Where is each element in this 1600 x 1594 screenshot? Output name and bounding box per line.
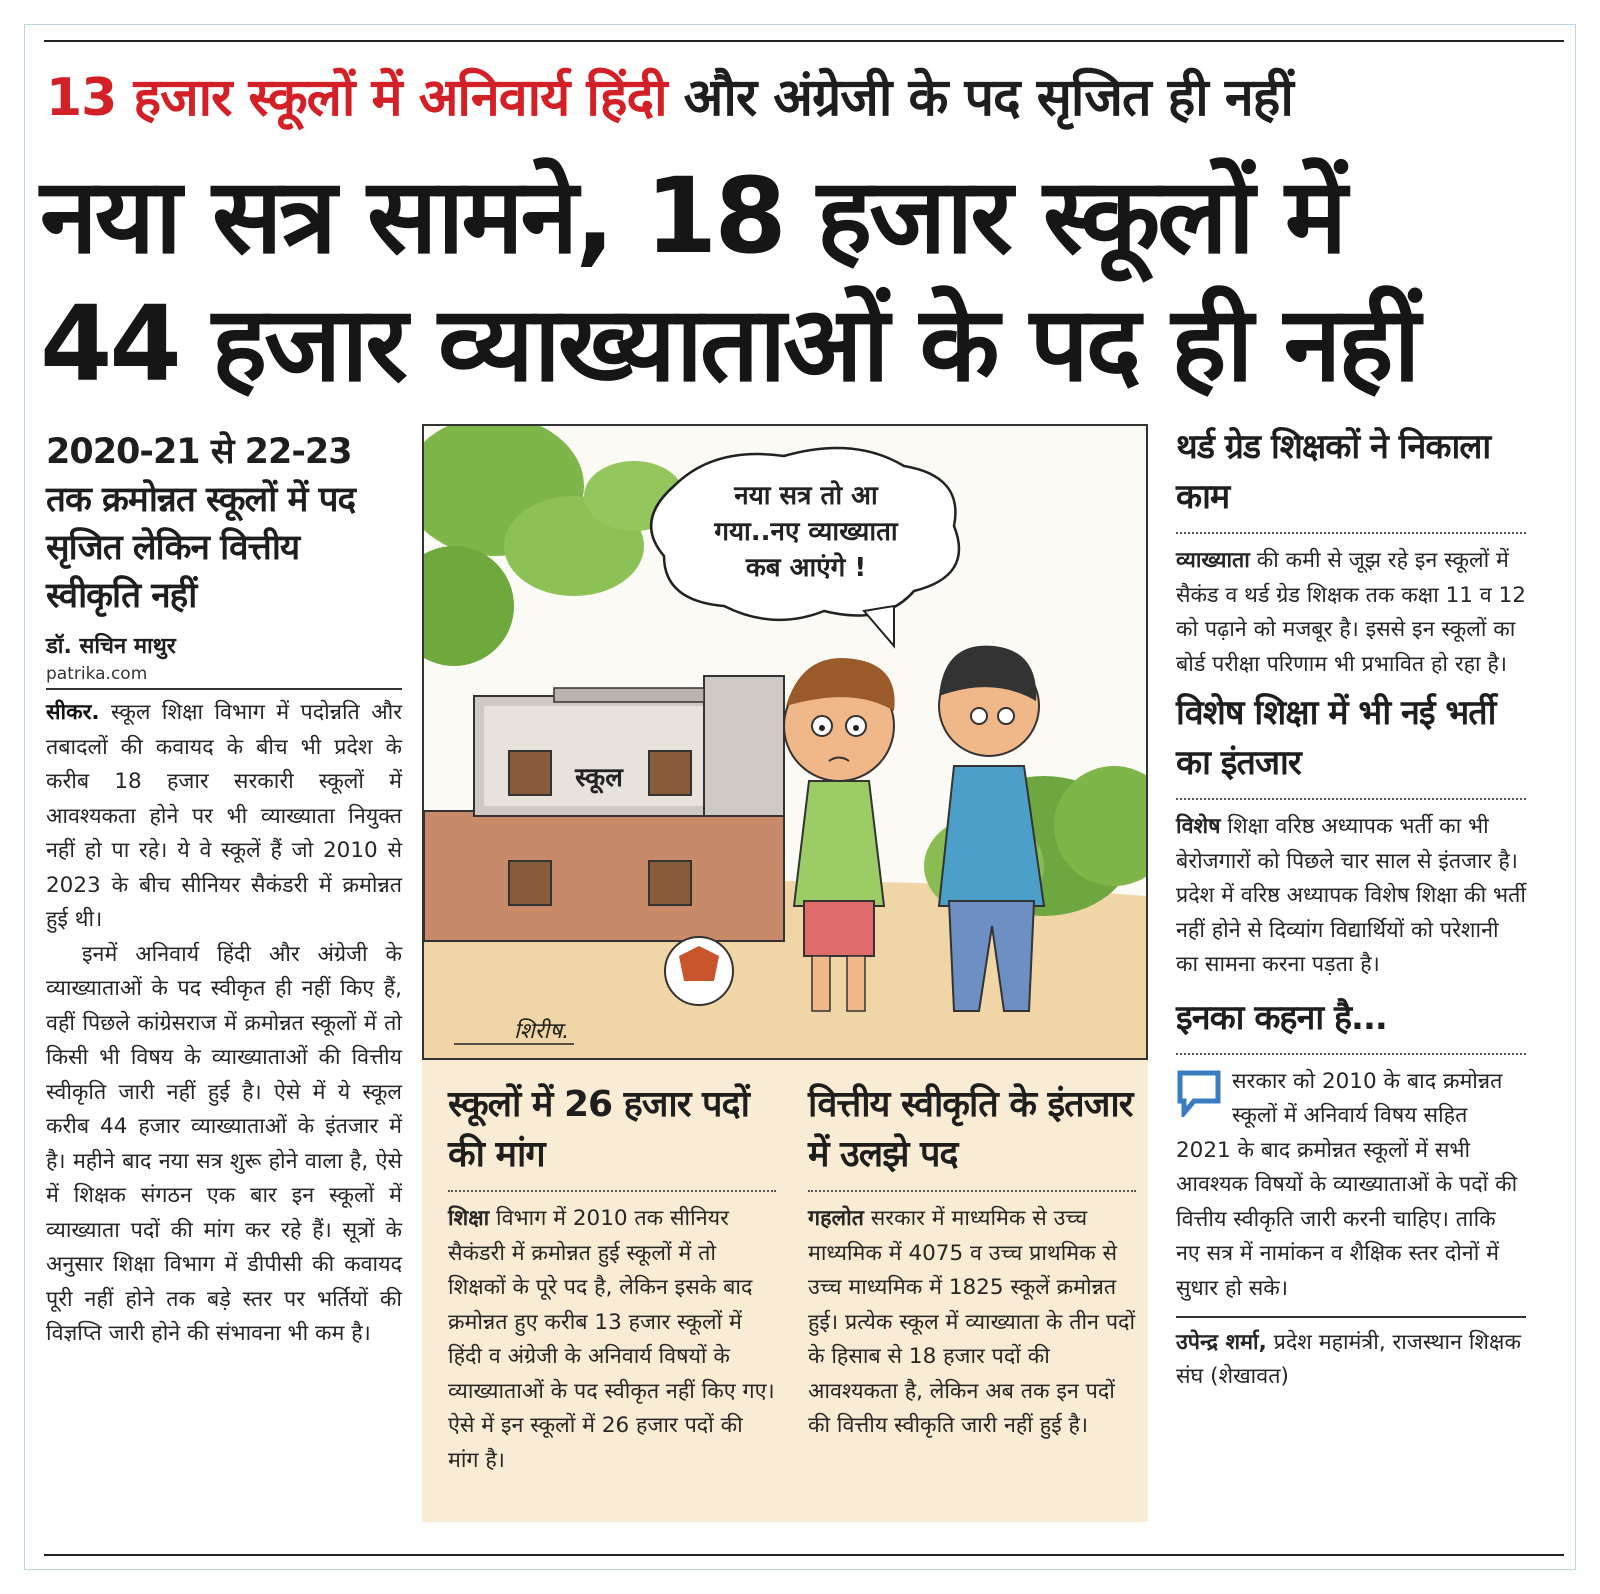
cartoon-svg bbox=[424, 426, 1146, 1058]
author-byline: डॉ. सचिन माथुर bbox=[46, 634, 176, 659]
left-rule bbox=[46, 688, 402, 690]
left-para1-text: स्कूल शिक्षा विभाग में पदोन्नति और तबादलों की कवायद के बीच भी प्रदेश के करीब 18 हजार सरकारी स्कूलों में आवश्यकता होने पर भी व्याख्याता नियुक्त नहीं हो पा रहे। ये वे स्कूलें हैं जो 2010 से 2023 के बीच सीनियर सैकंडरी में क्रमोन्नत हुई थी। bbox=[46, 700, 402, 932]
speech-line-3: कब आएंगे ! bbox=[745, 553, 867, 583]
right-column bbox=[1176, 422, 1526, 1395]
kicker bbox=[46, 66, 1546, 130]
school-sign: स्कूल bbox=[575, 763, 623, 793]
left-column bbox=[46, 428, 402, 1352]
school-building bbox=[424, 676, 784, 941]
quote-rule bbox=[1176, 1316, 1526, 1318]
middle-panel bbox=[422, 1060, 1148, 1522]
quote-block bbox=[1176, 1065, 1526, 1307]
mid-column-b bbox=[808, 1080, 1136, 1444]
headline-line-2: 44 हजार व्याख्याताओं के पद ही नहीं bbox=[40, 283, 1418, 405]
bottom-rule bbox=[44, 1554, 1564, 1556]
left-paragraph-2: इनमें अनिवार्य हिंदी और अंग्रेजी के व्याख्याताओं के पद स्वीकृत ही नहीं किए हैं, वहीं पिछले कांग्रेसराज में क्रमोन्नत स्कूलों में तो किसी भी विषय के व्याख्याताओं की वित्तीय स्वीकृति जारी नहीं हुई है। ऐसे में ये स्कूल करीब 44 हजार व्याख्याताओं के इंतजार में है। महीने बाद नया सत्र शुरू होने वाला है, ऐसे में शिक्षक संगठन एक बार इन स्कूलों में व्याख्याता पदों की मांग कर रहे हैं। सूत्रों के अनुसार शिक्षा विभाग में डीपीसी की कवायद पूरी नहीं होने तक बड़े स्तर पर भर्तियों की विज्ञप्ति जारी होने की संभावना भी कम है। bbox=[46, 941, 402, 1346]
dateline: सीकर. bbox=[46, 700, 100, 725]
right-text-1 bbox=[1176, 544, 1526, 682]
kicker-red: 13 हजार स्कूलों में अनिवार्य हिंदी bbox=[46, 68, 667, 128]
mid-a-divider bbox=[448, 1190, 776, 1192]
right-divider-1 bbox=[1176, 532, 1526, 534]
headline-line-1: नया सत्र सामने, 18 हजार स्कूलों में bbox=[40, 155, 1345, 277]
quote-role: प्रदेश महामंत्री, राजस्थान शिक्षक संघ (शेखावत) bbox=[1176, 1329, 1521, 1389]
right-body-2: शिक्षा वरिष्ठ अध्यापक भर्ती का भी बेरोजगारों को पिछले चार साल से इंतजार है। प्रदेश में वरिष्ठ अध्यापक विशेष शिक्षा की भर्ती नहीं होने से दिव्यांग विद्यार्थियों को परेशानी का सामना करना पड़ता है। bbox=[1176, 814, 1526, 977]
right-lead-1: व्याख्याता bbox=[1176, 548, 1250, 573]
right-lead-2: विशेष bbox=[1176, 814, 1221, 839]
left-subhead: 2020-21 से 22-23 तक क्रमोन्नत स्कूलों में पद सृजित लेकिन वित्तीय स्वीकृति नहीं bbox=[46, 432, 356, 616]
mid-a-body: विभाग में 2010 तक सीनियर सैकंडरी में क्रमोन्नत हुई स्कूलों में तो शिक्षकों के पूरे पद है, लेकिन इसके बाद क्रमोन्नत हुए करीब 13 हजार स्कूलों में हिंदी व अंग्रेजी के अनिवार्य विषयों के व्याख्याताओं के पद स्वीकृत नहीं किए गए। ऐसे में इन स्कूलों में 26 हजार पदों की मांग है। bbox=[448, 1206, 775, 1473]
right-heading-2: विशेष शिक्षा में भी नई भर्ती का इंतजार bbox=[1176, 693, 1496, 783]
mid-b-heading: वित्तीय स्वीकृति के इंतजार में उलझे पद bbox=[808, 1084, 1133, 1175]
top-rule bbox=[44, 40, 1564, 42]
speech-line-2: गया..नए व्याख्याता bbox=[714, 517, 898, 547]
right-divider-2 bbox=[1176, 798, 1526, 800]
headline bbox=[40, 152, 1570, 408]
kicker-black: और अंग्रेजी के पद सृजित ही नहीं bbox=[683, 68, 1293, 128]
mid-a-heading: स्कूलों में 26 हजार पदों की मांग bbox=[448, 1084, 749, 1175]
right-text-2 bbox=[1176, 810, 1526, 983]
mid-a-lead: शिक्षा bbox=[448, 1206, 490, 1231]
quote-text: सरकार को 2010 के बाद क्रमोन्नत स्कूलों में अनिवार्य विषय सहित 2021 के बाद क्रमोन्नत स्कूलों में सभी आवश्यक विषयों के व्याख्याताओं के पदों की वित्तीय स्वीकृति जारी करनी चाहिए। ताकि नए सत्र में नामांकन व शैक्षिक स्तर दोनों में सुधार हो सके। bbox=[1176, 1068, 1518, 1301]
mid-b-lead: गहलोत bbox=[808, 1206, 864, 1231]
website: patrika.com bbox=[46, 664, 148, 684]
quote-name: उपेन्द्र शर्मा, bbox=[1176, 1329, 1267, 1355]
right-divider-3 bbox=[1176, 1053, 1526, 1055]
mid-b-divider bbox=[808, 1190, 1136, 1192]
mid-a-text bbox=[448, 1202, 776, 1478]
right-heading-1: थर्ड ग्रेड शिक्षकों ने निकाला काम bbox=[1176, 427, 1491, 517]
right-body-1: की कमी से जूझ रहे इन स्कूलों में सैकंड व थर्ड ग्रेड शिक्षक तक कक्षा 11 व 12 को पढ़ाने को मजबूर है। इससे इन स्कूलों का बोर्ड परीक्षा परिणाम भी प्रभावित हो रहा है। bbox=[1176, 548, 1526, 677]
right-heading-3: इनका कहना है... bbox=[1176, 997, 1387, 1038]
cartoonist-signature: शिरीष. bbox=[514, 1019, 570, 1044]
mid-column-a bbox=[448, 1080, 776, 1478]
left-paragraph-1 bbox=[46, 696, 402, 938]
mid-b-body: सरकार में माध्यमिक से उच्च माध्यमिक में 4075 व उच्च प्राथमिक से उच्च माध्यमिक में 1825 स्कूलें क्रमोन्नत हुई। प्रत्येक स्कूल में व्याख्याता के तीन पदों के हिसाब से 18 हजार पदों की आवश्यकता है, लेकिन अब तक इन पदों की वित्तीय स्वीकृति जारी नहीं हुई है। bbox=[808, 1206, 1136, 1438]
quote-attribution bbox=[1176, 1326, 1526, 1395]
quote-icon bbox=[1176, 1069, 1222, 1117]
speech-line-1: नया सत्र तो आ bbox=[734, 481, 878, 511]
cartoon-illustration bbox=[422, 424, 1148, 1060]
mid-b-text bbox=[808, 1202, 1136, 1444]
